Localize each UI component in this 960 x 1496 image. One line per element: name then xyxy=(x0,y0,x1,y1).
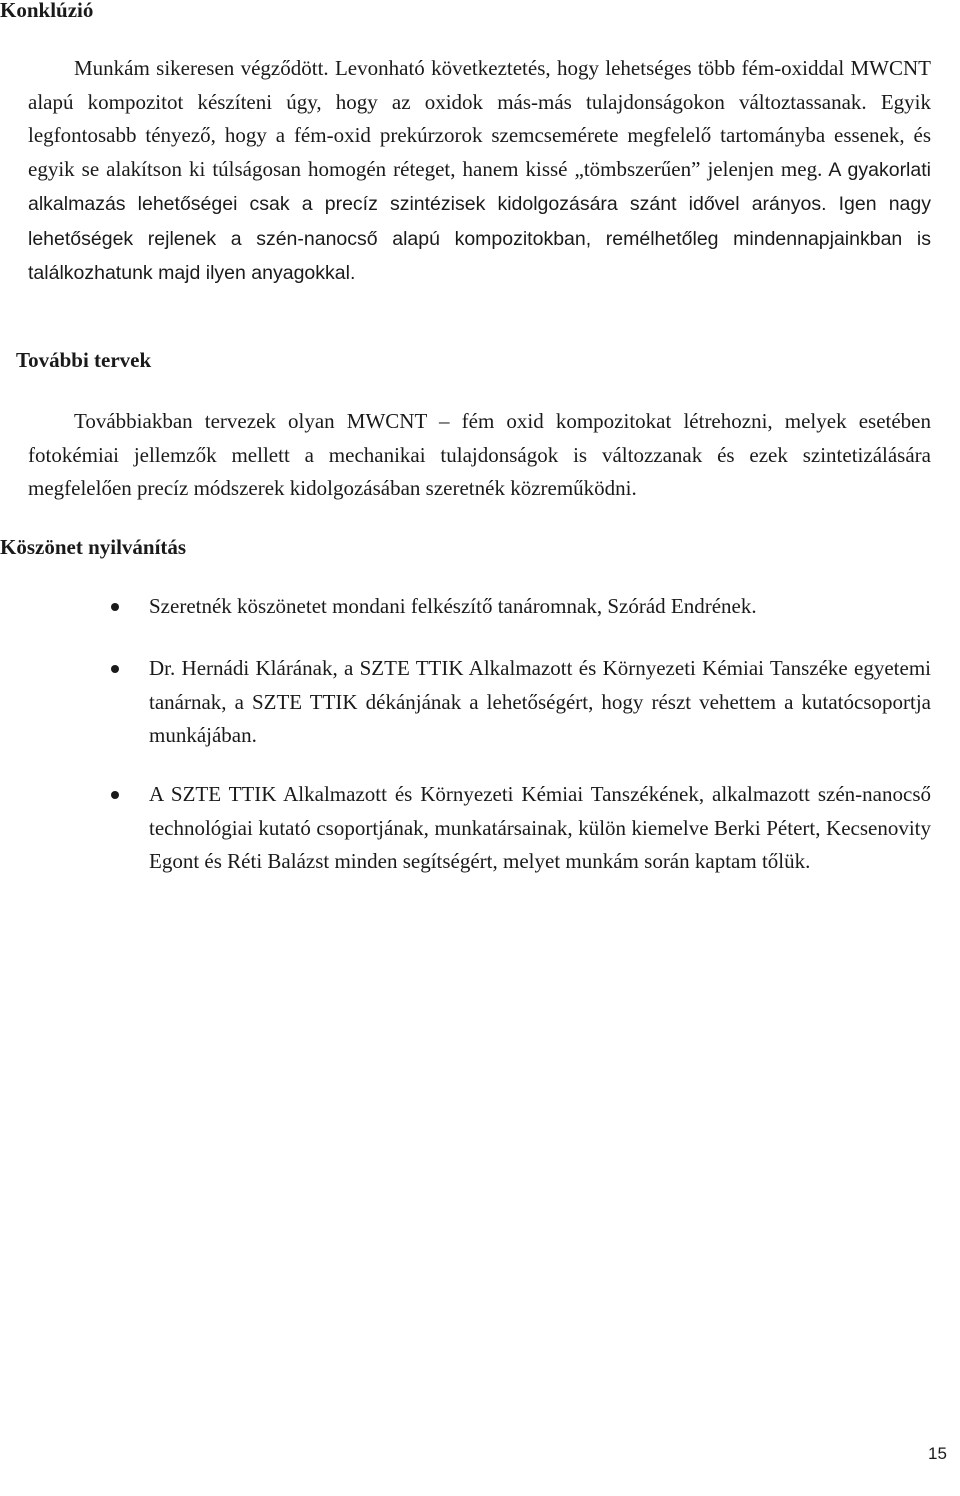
bullet-icon xyxy=(111,665,119,673)
bullet-icon xyxy=(111,603,119,611)
conclusion-paragraph xyxy=(28,52,931,291)
page-number: 15 xyxy=(928,1444,947,1463)
conclusion-heading: Konklúzió xyxy=(0,0,94,22)
further-plans-heading: További tervek xyxy=(16,348,152,372)
further-plans-paragraph: Továbbiakban tervezek olyan MWCNT – fém oxid kompozitokat létrehozni, melyek esetében fotokémiai jellemzők mellett a mechanikai tulajdonságok is változzanak és ezek szintetizálására megfelelően precíz módszerek kidolgozásában szeretnék közreműködni. xyxy=(28,409,931,500)
conclusion-paragraph-part1: Munkám sikeresen végződött. Levonható következtetés, hogy lehetséges több fém-oxiddal MWCNT alapú kompozitot készíteni úgy, hogy az oxidok más-más tulajdonságokon változtassanak. Egyik legfontosabb tényező, hogy a fém-oxid prekúrzorok szemcsemérete megfelelő tartományba essenek, és egyik se alakítson ki túlságosan homogén réteget, hanem kissé „tömbszerűen” jelenjen meg. xyxy=(28,56,931,181)
conclusion-paragraph-part2: A gyakorlati alkalmazás lehetőségei csak a precíz szintézisek kidolgozására szánt idővel arányos. Igen nagy lehetőségek rejlenek a szén-nanocső alapú kompozitokban, remélhetőleg mindennapjainkban is találkozhatunk majd ilyen anyagokkal. xyxy=(28,158,931,284)
acknowledgement-text: A SZTE TTIK Alkalmazott és Környezeti Kémiai Tanszékének, alkalmazott szén-nanocső technológiai kutató csoportjának, munkatársainak, külön kiemelve Berki Pétert, Kecsenovity Egont és Réti Balázst minden segítségért, melyet munkám során kaptam tőlük. xyxy=(149,782,931,873)
acknowledgement-text: Dr. Hernádi Klárának, a SZTE TTIK Alkalmazott és Környezeti Kémiai Tanszéke egyetemi tanárnak, a SZTE TTIK dékánjának a lehetőségért, hogy részt vehettem a kutatócsoportja munkájában. xyxy=(149,656,931,747)
bullet-icon xyxy=(111,791,119,799)
acknowledgement-text: Szeretnék köszönetet mondani felkészítő tanáromnak, Szórád Endrének. xyxy=(149,594,757,618)
acknowledgements-heading: Köszönet nyilvánítás xyxy=(0,535,187,559)
acknowledgement-item xyxy=(149,652,931,753)
acknowledgement-item xyxy=(149,778,931,879)
acknowledgement-item xyxy=(149,590,931,624)
